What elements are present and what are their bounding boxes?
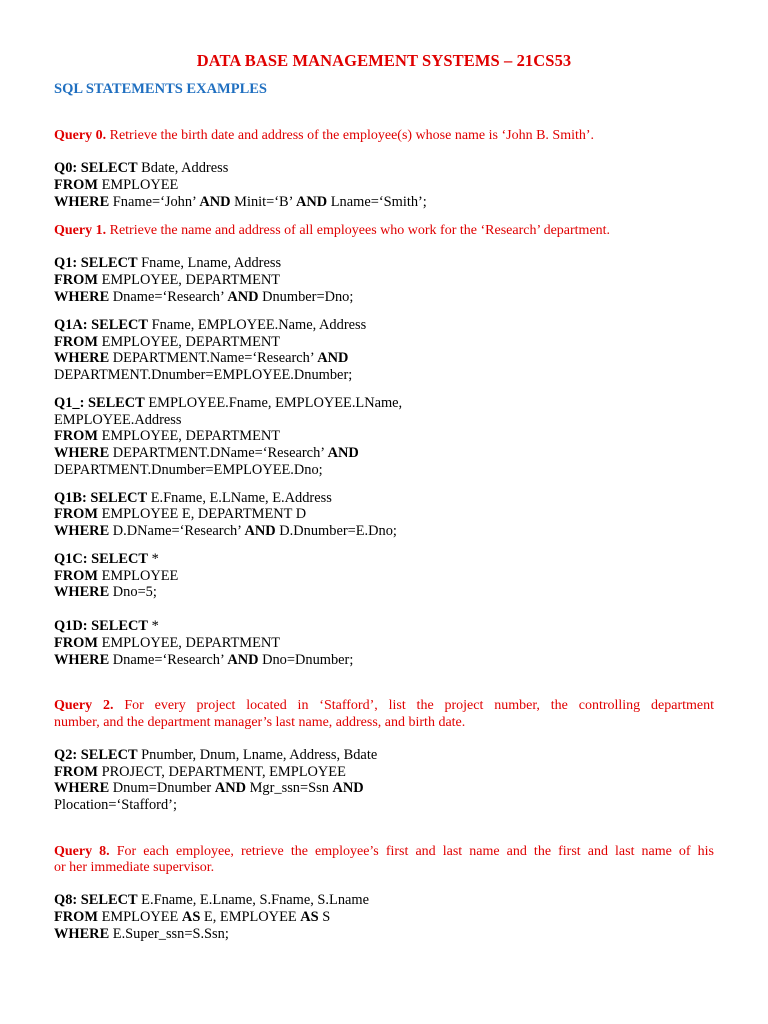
q2-where-line: WHERE Dnum=Dnumber AND Mgr_ssn=Ssn AND	[54, 780, 364, 796]
q1_-where-continuation: DEPARTMENT.Dnumber=EMPLOYEE.Dno;	[54, 462, 323, 478]
q1d-select-line: Q1D: SELECT *	[54, 618, 159, 634]
q1c-from-line: FROM EMPLOYEE	[54, 568, 179, 584]
q1b-from-line: FROM EMPLOYEE E, DEPARTMENT D	[54, 506, 307, 522]
page-title: DATA BASE MANAGEMENT SYSTEMS – 21CS53	[196, 51, 572, 70]
q8-where-line: WHERE E.Super_ssn=S.Ssn;	[54, 926, 229, 942]
q0-from-line: FROM EMPLOYEE	[54, 177, 179, 193]
q1_-select-continuation: EMPLOYEE.Address	[54, 412, 182, 428]
q2-from-line: FROM PROJECT, DEPARTMENT, EMPLOYEE	[54, 764, 346, 780]
q2-where-continuation: Plocation=‘Stafford’;	[54, 797, 177, 813]
q1b-select-line: Q1B: SELECT E.Fname, E.LName, E.Address	[54, 490, 332, 506]
q1-select-line: Q1: SELECT Fname, Lname, Address	[54, 255, 282, 271]
q2-select-line: Q2: SELECT Pnumber, Dnum, Lname, Address, Bdate	[54, 747, 378, 763]
q1c-where-line: WHERE Dno=5;	[54, 584, 157, 600]
q8-select-line: Q8: SELECT E.Fname, E.Lname, S.Fname, S.Lname	[54, 892, 369, 908]
q1-from-line: FROM EMPLOYEE, DEPARTMENT	[54, 272, 281, 288]
query-2-description-continuation: number, and the department manager’s last name, address, and birth date.	[54, 715, 466, 730]
query-0-description: Query 0. Retrieve the birth date and address of the employee(s) whose name is ‘John B. Smith’.	[54, 128, 595, 143]
query-2-description: Query 2. For every project located in ‘Stafford’, list the project number, the controlling department	[54, 698, 714, 713]
q1c-select-line: Q1C: SELECT *	[54, 551, 159, 567]
q8-from-line: FROM EMPLOYEE AS E, EMPLOYEE AS S	[54, 909, 331, 925]
q1a-select-line: Q1A: SELECT Fname, EMPLOYEE.Name, Address	[54, 317, 367, 333]
q1a-from-line: FROM EMPLOYEE, DEPARTMENT	[54, 334, 281, 350]
q1_-select-line: Q1_: SELECT EMPLOYEE.Fname, EMPLOYEE.LName,	[54, 395, 403, 411]
query-8-description-continuation: or her immediate supervisor.	[54, 860, 215, 875]
q1-where-line: WHERE Dname=‘Research’ AND Dnumber=Dno;	[54, 289, 354, 305]
q1a-where-line: WHERE DEPARTMENT.Name=‘Research’ AND	[54, 350, 349, 366]
q1d-from-line: FROM EMPLOYEE, DEPARTMENT	[54, 635, 281, 651]
query-1-description: Query 1. Retrieve the name and address of all employees who work for the ‘Research’ department.	[54, 223, 611, 238]
q1b-where-line: WHERE D.DName=‘Research’ AND D.Dnumber=E.Dno;	[54, 523, 397, 539]
query-8-description: Query 8. For each employee, retrieve the employee’s first and last name and the first and last name of his	[54, 844, 715, 859]
q1_-from-line: FROM EMPLOYEE, DEPARTMENT	[54, 428, 281, 444]
section-heading: SQL STATEMENTS EXAMPLES	[54, 81, 267, 97]
q1d-where-line: WHERE Dname=‘Research’ AND Dno=Dnumber;	[54, 652, 354, 668]
q1a-where-continuation: DEPARTMENT.Dnumber=EMPLOYEE.Dnumber;	[54, 367, 353, 383]
q0-where-line: WHERE Fname=‘John’ AND Minit=‘B’ AND Lname=‘Smith’;	[54, 194, 427, 210]
q0-select-line: Q0: SELECT Bdate, Address	[54, 160, 229, 176]
q1_-where-line: WHERE DEPARTMENT.DName=‘Research’ AND	[54, 445, 359, 461]
